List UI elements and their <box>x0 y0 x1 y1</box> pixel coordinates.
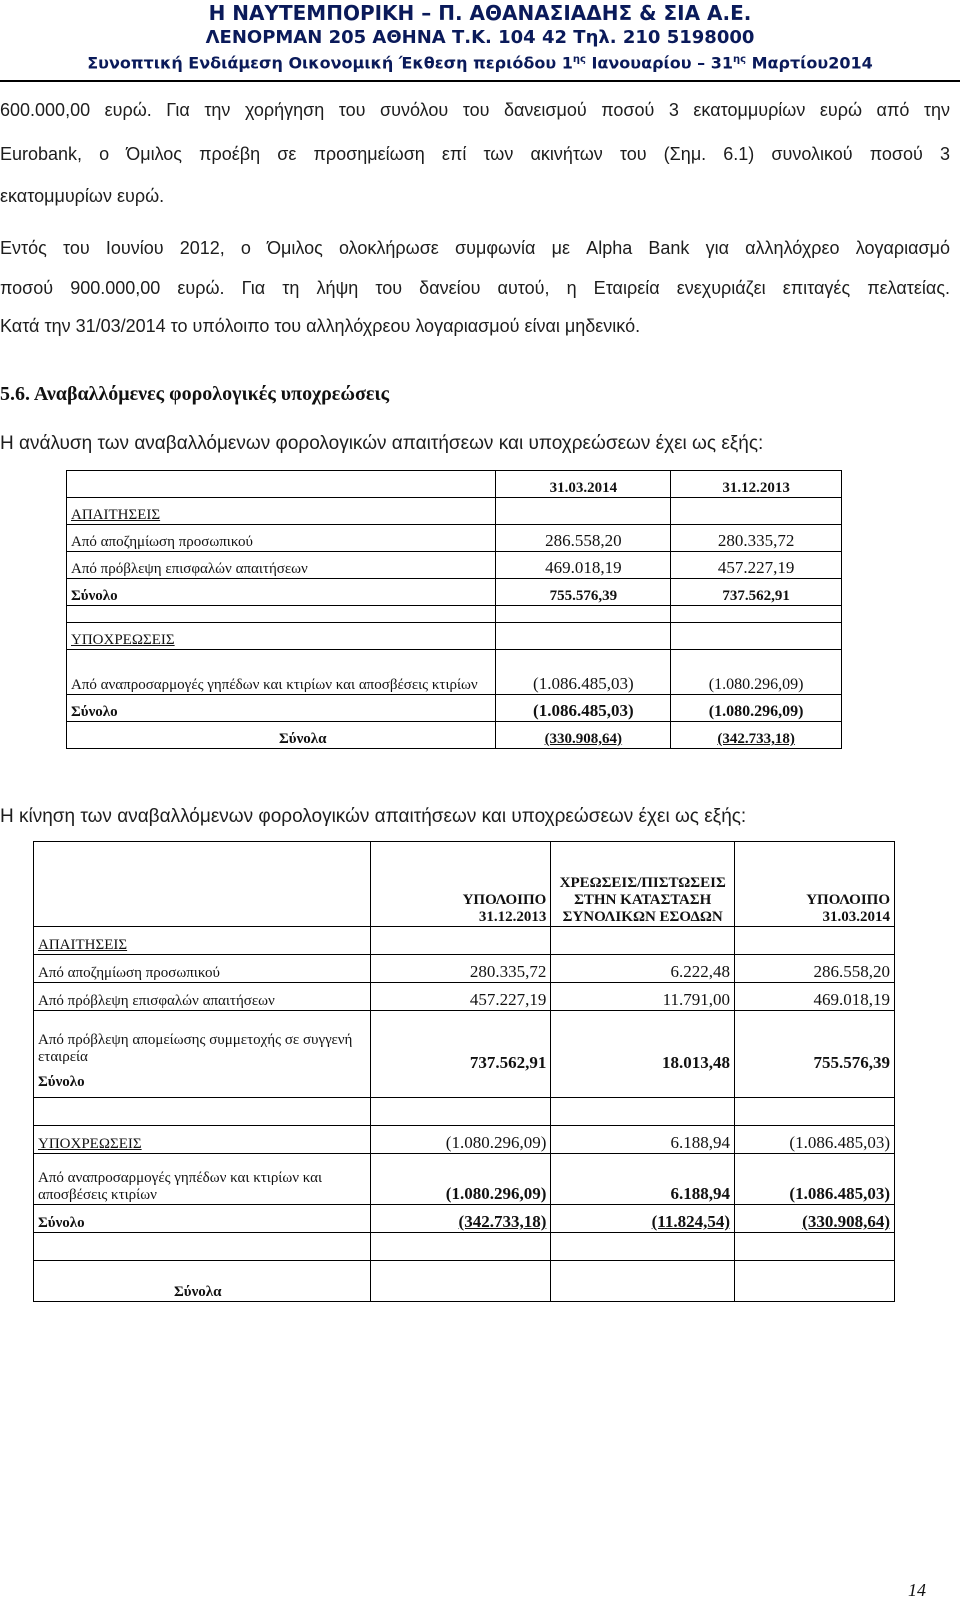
table-cell: 469.018,19 <box>735 983 895 1011</box>
row-label: Σύνολο <box>67 579 496 606</box>
table-cell: (1.080.296,09) <box>671 695 842 722</box>
table-row <box>67 498 842 525</box>
table-row <box>34 1233 895 1261</box>
row-label: Σύνολο <box>34 1205 371 1233</box>
table-cell: (342.733,18) <box>371 1205 551 1233</box>
table-row <box>34 927 895 955</box>
table-cell: (1.080.296,09) <box>371 1154 551 1205</box>
table-cell <box>67 606 496 623</box>
company-name: Η ΝΑΥΤΕΜΠΟΡΙΚΗ – Π. ΑΘΑΝΑΣΙΑΔΗΣ & ΣΙΑ Α.Ε. <box>208 1 752 25</box>
table-cell: 737.562,91 <box>371 1011 551 1098</box>
table-cell <box>551 1098 735 1126</box>
table-cell <box>496 498 671 525</box>
table-cell <box>34 842 371 927</box>
table-cell <box>371 1261 551 1302</box>
table-cell: (342.733,18) <box>671 722 842 749</box>
column-header: 31.03.2014 <box>496 471 671 498</box>
row-label: Από πρόβλεψη επισφαλών απαιτήσεων <box>67 552 496 579</box>
paragraph-1-line-3: εκατομμυρίων ευρώ. <box>0 186 165 206</box>
table-cell: 755.576,39 <box>735 1011 895 1098</box>
paragraph-1-line-1: 600.000,00 ευρώ. Για την χορήγηση του συνόλου του δανεισμού ποσού 3 εκατομμυρίων ευρώ από την <box>0 100 950 120</box>
page-number: 14 <box>908 1580 926 1600</box>
report-title <box>0 48 960 75</box>
table-row <box>67 650 842 695</box>
table-cell: 11.791,00 <box>551 983 735 1011</box>
table-cell: 18.013,48 <box>551 1011 735 1098</box>
table-cell: 280.335,72 <box>371 955 551 983</box>
assets-heading: ΑΠΑΙΤΗΣΕΙΣ <box>67 498 496 525</box>
column-header: ΧΡΕΩΣΕΙΣ/ΠΙΣΤΩΣΕΙΣ ΣΤΗΝ ΚΑΤΑΣΤΑΣΗ ΣΥΝΟΛΙΚΩΝ ΕΣΟΔΩΝ <box>551 842 735 927</box>
section-title: 5.6. Αναβαλλόμενες φορολογικές υποχρεώσεις <box>0 383 390 405</box>
company-address: ΛΕΝΟΡΜΑΝ 205 ΑΘΗΝΑ Τ.Κ. 104 42 Τηλ. 210 5198000 <box>205 27 755 48</box>
table-row <box>67 471 842 498</box>
column-header: ΥΠΟΛΟΙΠΟ 31.03.2014 <box>735 842 895 927</box>
table-cell <box>735 927 895 955</box>
table-cell: (1.080.296,09) <box>671 650 842 695</box>
report-title-part-c: Μαρτίου2014 <box>746 53 873 73</box>
table-row <box>67 623 842 650</box>
paragraph-2-line-2: ποσού 900.000,00 ευρώ. Για τη λήψη του δανείου αυτού, η Εταιρεία ενεχυριάζει επιταγές πελατείας. <box>0 278 950 298</box>
row-label <box>34 1011 371 1098</box>
report-title-sup-2: ης <box>732 54 747 65</box>
table-row <box>34 1261 895 1302</box>
table-cell <box>671 623 842 650</box>
table-row <box>34 1126 895 1154</box>
row-label: Από πρόβλεψη επισφαλών απαιτήσεων <box>34 983 371 1011</box>
row-label: Σύνολα <box>67 722 496 749</box>
table-cell: 457.227,19 <box>671 552 842 579</box>
table-cell <box>371 1098 551 1126</box>
table-row <box>34 1011 895 1098</box>
table-cell <box>671 606 842 623</box>
table-cell: (1.086.485,03) <box>496 695 671 722</box>
paragraph-2-line-1: Εντός του Ιουνίου 2012, ο Όμιλος ολοκλήρωσε συμφωνία με Alpha Bank για αλληλόχρεο λογαριασμό <box>0 238 950 258</box>
table-row <box>34 983 895 1011</box>
row-label-text: Από πρόβλεψη απομείωσης συμμετοχής σε συγγενή εταιρεία <box>38 1032 353 1065</box>
table-cell: 755.576,39 <box>496 579 671 606</box>
table-cell: (330.908,64) <box>735 1205 895 1233</box>
table-cell: 286.558,20 <box>496 525 671 552</box>
table-cell: (1.086.485,03) <box>735 1154 895 1205</box>
report-title-sup-1: ης <box>572 54 586 65</box>
table-row <box>34 1205 895 1233</box>
table-cell: (330.908,64) <box>496 722 671 749</box>
table-row <box>34 1154 895 1205</box>
column-header: ΥΠΟΛΟΙΠΟ 31.12.2013 <box>371 842 551 927</box>
row-label: Από αναπροσαρμογές γηπέδων και κτιρίων και αποσβέσεις κτιρίων <box>67 650 496 695</box>
paragraph-2-line-3: Κατά την 31/03/2014 το υπόλοιπο του αλληλόχρεου λογαριασμού είναι μηδενικό. <box>0 316 641 336</box>
table-cell: (1.086.485,03) <box>496 650 671 695</box>
paragraph-1-line-2: Eurobank, ο Όμιλος προέβη σε προσημείωση επί των ακινήτων του (Σημ. 6.1) συνολικού ποσού 3 <box>0 144 950 164</box>
table-cell <box>371 1233 551 1261</box>
table-cell <box>34 1233 371 1261</box>
table-row <box>67 722 842 749</box>
table-cell: (11.824,54) <box>551 1205 735 1233</box>
table-cell: 286.558,20 <box>735 955 895 983</box>
table-row <box>34 1098 895 1126</box>
report-title-part-a: Συνοπτική Ενδιάμεση Οικονομική Έκθεση περιόδου 1 <box>87 53 573 73</box>
liabilities-heading: ΥΠΟΧΡΕΩΣΕΙΣ <box>34 1126 371 1154</box>
table-cell: (1.086.485,03) <box>735 1126 895 1154</box>
table-cell <box>735 1261 895 1302</box>
deferred-tax-movement-table <box>33 841 895 1302</box>
table-row <box>67 695 842 722</box>
row-label: Σύνολο <box>67 695 496 722</box>
table-cell <box>496 623 671 650</box>
table-row <box>67 552 842 579</box>
table-cell <box>551 927 735 955</box>
report-title-part-b: Ιανουαρίου – 31 <box>585 53 733 73</box>
header-divider <box>0 80 960 82</box>
table-cell <box>735 1098 895 1126</box>
table-2-intro: Η κίνηση των αναβαλλόμενων φορολογικών απαιτήσεων και υποχρεώσεων έχει ως εξής: <box>0 806 747 827</box>
table-cell: 6.222,48 <box>551 955 735 983</box>
table-cell <box>671 498 842 525</box>
table-cell: 469.018,19 <box>496 552 671 579</box>
table-row <box>34 842 895 927</box>
table-cell <box>67 471 496 498</box>
row-label: Από αποζημίωση προσωπικού <box>34 955 371 983</box>
table-row <box>34 955 895 983</box>
column-header: 31.12.2013 <box>671 471 842 498</box>
table-cell: 6.188,94 <box>551 1126 735 1154</box>
table-cell <box>371 927 551 955</box>
table-cell: 6.188,94 <box>551 1154 735 1205</box>
table-cell <box>551 1233 735 1261</box>
table-1-intro: Η ανάλυση των αναβαλλόμενων φορολογικών απαιτήσεων και υποχρεώσεων έχει ως εξής: <box>0 433 764 454</box>
total-label: Σύνολο <box>38 1074 85 1090</box>
table-cell: 737.562,91 <box>671 579 842 606</box>
deferred-tax-analysis-table <box>66 470 842 749</box>
table-cell: (1.080.296,09) <box>371 1126 551 1154</box>
table-row <box>67 579 842 606</box>
table-cell: 280.335,72 <box>671 525 842 552</box>
table-row <box>67 606 842 623</box>
table-cell <box>551 1261 735 1302</box>
liabilities-heading: ΥΠΟΧΡΕΩΣΕΙΣ <box>67 623 496 650</box>
table-cell: 457.227,19 <box>371 983 551 1011</box>
table-row <box>67 525 842 552</box>
assets-heading: ΑΠΑΙΤΗΣΕΙΣ <box>34 927 371 955</box>
table-cell <box>496 606 671 623</box>
row-label: Από αναπροσαρμογές γηπέδων και κτιρίων και αποσβέσεις κτιρίων <box>34 1154 371 1205</box>
table-cell <box>34 1098 371 1126</box>
row-label: Σύνολα <box>34 1261 371 1302</box>
row-label: Από αποζημίωση προσωπικού <box>67 525 496 552</box>
table-cell <box>735 1233 895 1261</box>
